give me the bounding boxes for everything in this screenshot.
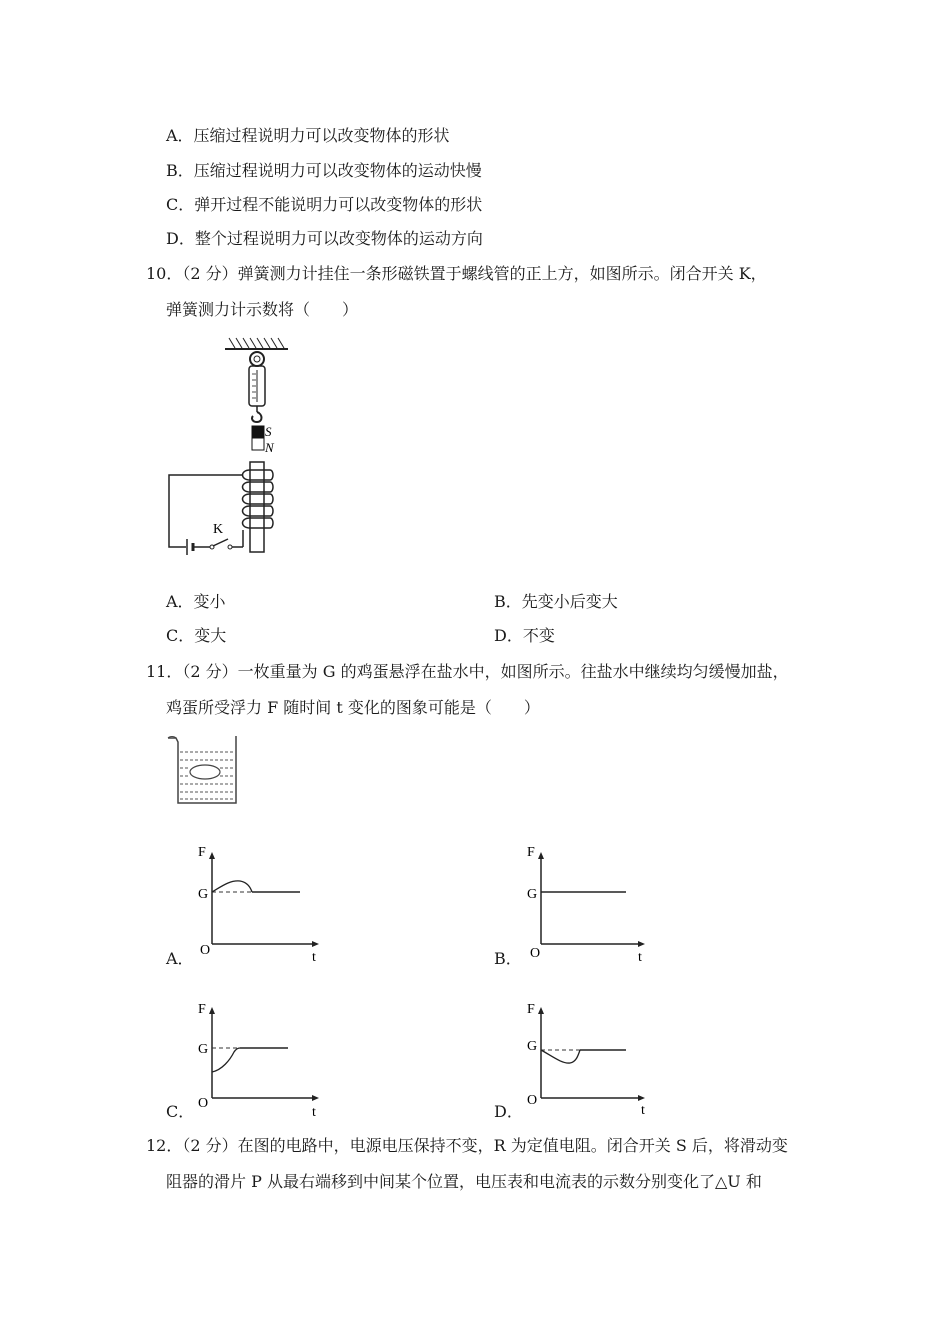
q12-stem-line1: 12．（2 分）在图的电路中，电源电压保持不变，R 为定值电阻。闭合开关 S 后，将滑动变 (146, 1136, 788, 1155)
q10-option-b: B．先变小后变大 (494, 592, 618, 611)
q11-option-c-label: C． (166, 1102, 195, 1121)
q11-graph-b (524, 840, 659, 965)
q11-graph-d (524, 995, 659, 1120)
q10-stem-line1: 10．（2 分）弹簧测力计挂住一条形磁铁置于螺线管的正上方，如图所示。闭合开关 K， (146, 264, 767, 283)
graph-b-y-label: F (527, 845, 535, 860)
graph-d-y-label: F (527, 1002, 535, 1017)
q10-option-d: D．不变 (494, 626, 555, 645)
beaker-figure (166, 730, 241, 808)
magnet-s-label: S (265, 424, 272, 439)
q11-option-d-label: D． (494, 1102, 523, 1121)
graph-c-y-label: F (198, 1002, 206, 1017)
graph-b-origin-label: O (530, 946, 541, 961)
graph-a-y-label: F (198, 845, 206, 860)
q12-stem-line2: 阻器的滑片 P 从最右端移到中间某个位置，电压表和电流表的示数分别变化了△U 和 (166, 1172, 762, 1191)
switch-k-label: K (213, 522, 224, 537)
q11-option-b-label: B． (494, 949, 522, 968)
q11-stem-line1: 11．（2 分）一枚重量为 G 的鸡蛋悬浮在盐水中，如图所示。往盐水中继续均匀缓慢加盐， (146, 662, 789, 681)
q11-graph-c (195, 995, 330, 1120)
graph-a-origin-label: O (200, 943, 211, 958)
q10-option-a: A．变小 (166, 592, 226, 611)
graph-a-x-label: t (312, 950, 316, 965)
q9-option-b: B．压缩过程说明力可以改变物体的运动快慢 (166, 161, 482, 180)
q10-option-c: C．变大 (166, 626, 227, 645)
q9-option-a: A．压缩过程说明力可以改变物体的形状 (166, 126, 450, 145)
q9-option-c: C．弹开过程不能说明力可以改变物体的形状 (166, 195, 483, 214)
q11-stem-line2: 鸡蛋所受浮力 F 随时间 t 变化的图象可能是（ ） (166, 698, 540, 717)
graph-b-level-label: G (527, 887, 538, 902)
q10-circuit-figure (160, 335, 300, 560)
q10-stem-line2: 弹簧测力计示数将（ ） (166, 300, 359, 319)
graph-a-level-label: G (198, 887, 209, 902)
graph-d-x-label: t (641, 1103, 645, 1118)
magnet-n-label: N (265, 440, 274, 455)
graph-d-level-label: G (527, 1039, 538, 1054)
graph-c-x-label: t (312, 1105, 316, 1120)
graph-c-level-label: G (198, 1042, 209, 1057)
q9-option-d: D．整个过程说明力可以改变物体的运动方向 (166, 229, 483, 248)
graph-b-x-label: t (638, 950, 642, 965)
graph-c-origin-label: O (198, 1096, 209, 1111)
q11-option-a-label: A． (166, 949, 194, 968)
q11-graph-a (195, 840, 330, 965)
graph-d-origin-label: O (527, 1093, 538, 1108)
